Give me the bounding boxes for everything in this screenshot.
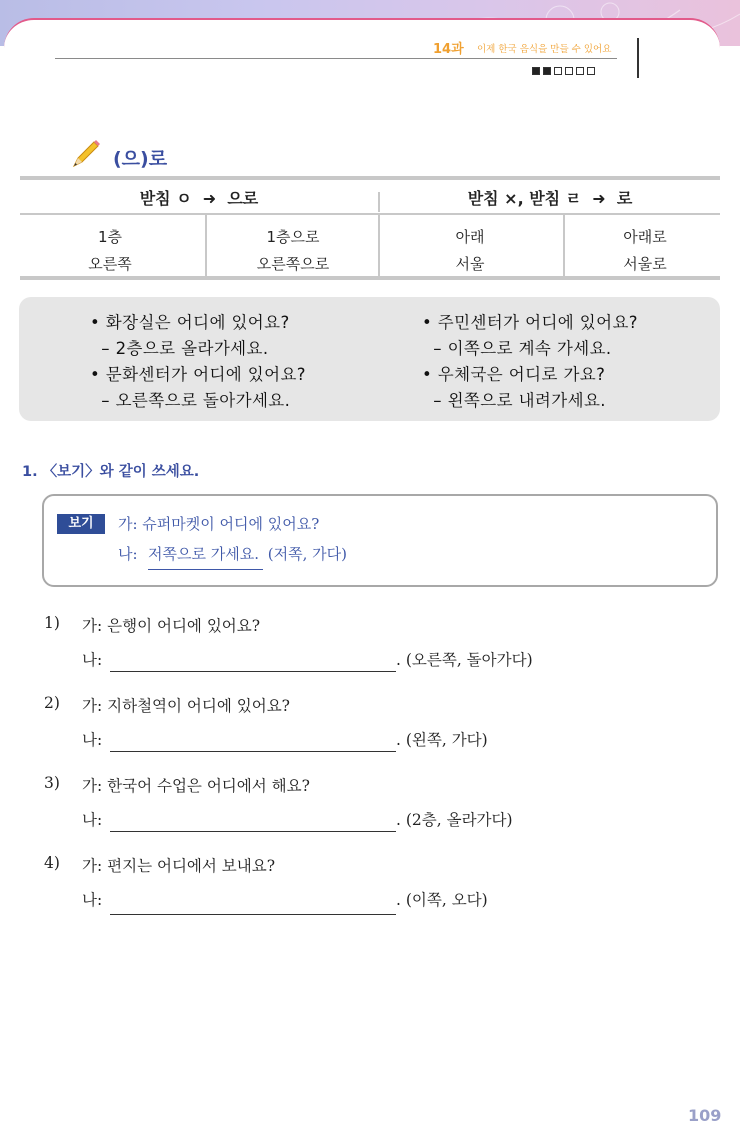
example-line: • 화장실은 어디에 있어요? — [90, 313, 290, 332]
item-number: 4) — [44, 854, 60, 872]
table-cell: 아래로 — [623, 228, 667, 246]
table-header-ro: 받침 ×, 받침 ㄹ ➜ 로 — [467, 189, 633, 208]
page-number: 109 — [688, 1106, 722, 1125]
header-card — [4, 18, 720, 100]
progress-square — [543, 67, 551, 75]
example-line: – 2층으로 올라가세요. — [90, 339, 269, 358]
example-box — [42, 494, 718, 587]
item-question: 가: 은행이 어디에 있어요? — [82, 617, 261, 635]
example-question: 가: 슈퍼마켓이 어디에 있어요? — [118, 515, 320, 533]
item-number: 1) — [44, 614, 60, 632]
table-cell: 오른쪽 — [88, 255, 132, 273]
table-header-rule — [20, 213, 720, 215]
exercise-instruction: 1. 〈보기〉와 같이 쓰세요. — [22, 464, 200, 480]
example-line: • 주민센터가 어디에 있어요? — [422, 313, 638, 332]
example-line: • 우체국은 어디로 가요? — [422, 365, 606, 384]
section-title: (으)로 — [113, 148, 168, 170]
item-question: 가: 지하철역이 어디에 있어요? — [82, 697, 290, 715]
progress-square — [576, 67, 584, 75]
table-cell: 서울 — [455, 255, 485, 273]
table-top-rule — [20, 176, 720, 180]
item-answer-prefix: 나: — [82, 811, 103, 829]
header-divider — [637, 38, 639, 78]
item-answer-prefix: 나: — [82, 891, 103, 909]
table-bottom-rule — [20, 276, 720, 280]
answer-blank[interactable] — [110, 914, 396, 915]
item-hint: . (이쪽, 오다) — [396, 891, 488, 909]
item-number: 2) — [44, 694, 60, 712]
item-answer-prefix: 나: — [82, 731, 103, 749]
example-line: – 오른쪽으로 돌아가세요. — [90, 391, 291, 410]
item-hint: . (2층, 올라가다) — [396, 811, 513, 829]
item-hint: . (오른쪽, 돌아가다) — [396, 651, 533, 669]
example-line: – 왼쪽으로 내려가세요. — [422, 391, 606, 410]
table-cell: 1층으로 — [266, 228, 320, 246]
example-line: • 문화센터가 어디에 있어요? — [90, 365, 306, 384]
table-cell: 서울로 — [623, 255, 667, 273]
progress-square — [565, 67, 573, 75]
table-cell: 1층 — [97, 228, 123, 246]
table-cell: 아래 — [455, 228, 485, 246]
answer-blank[interactable] — [110, 671, 396, 672]
example-label: 보기 — [57, 514, 105, 534]
table-cell: 오른쪽으로 — [256, 255, 330, 273]
item-question: 가: 편지는 어디에서 보내요? — [82, 857, 276, 875]
table-header-eu-ro: 받침 ㅇ ➜ 으로 — [139, 189, 259, 208]
progress-square — [532, 67, 540, 75]
header-rule — [55, 58, 617, 59]
answer-blank[interactable] — [110, 751, 396, 752]
example-hint: (저쪽, 가다) — [263, 545, 347, 563]
progress-square — [587, 67, 595, 75]
example-answer: 저쪽으로 가세요. — [148, 545, 259, 563]
example-answer-underline — [148, 569, 263, 570]
lesson-progress — [532, 67, 595, 75]
example-answer-prefix: 나: — [118, 545, 143, 563]
item-number: 3) — [44, 774, 60, 792]
item-hint: . (왼쪽, 가다) — [396, 731, 488, 749]
progress-square — [554, 67, 562, 75]
lesson-number: 14과 — [433, 42, 464, 57]
answer-blank[interactable] — [110, 831, 396, 832]
example-line: – 이쪽으로 계속 가세요. — [422, 339, 612, 358]
item-answer-prefix: 나: — [82, 651, 103, 669]
item-question: 가: 한국어 수업은 어디에서 해요? — [82, 777, 310, 795]
pencil-icon — [70, 138, 102, 170]
lesson-title: 이제 한국 음식을 만들 수 있어요 — [477, 44, 612, 55]
